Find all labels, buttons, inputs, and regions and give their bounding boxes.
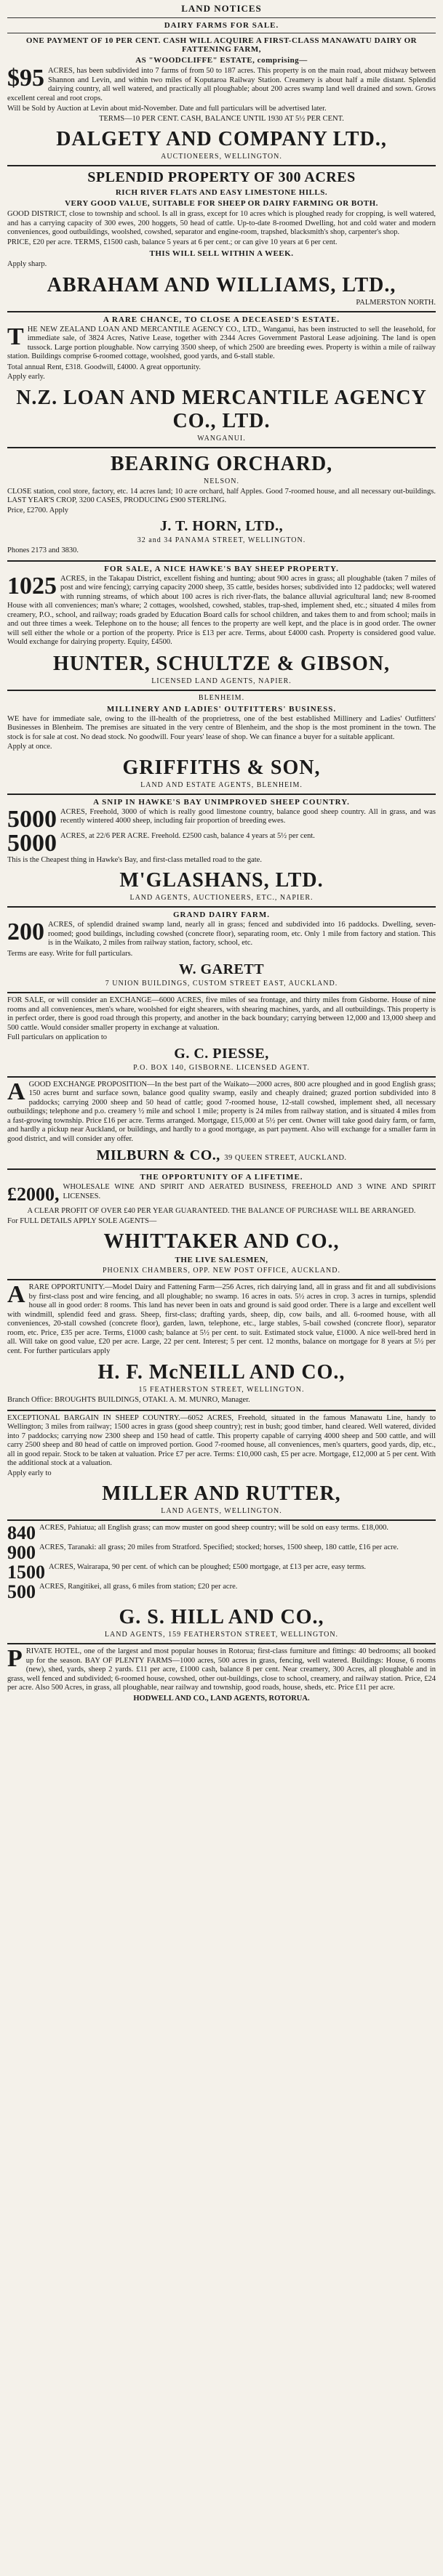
agent-sub: 7 UNION BUILDINGS, CUSTOM STREET EAST, AUCKLAND. (105, 980, 338, 988)
ad-body-text: ACRES, of splendid drained swamp land, nearly all in grass; fenced and subdivided into 16 paddocks. Dwelling, seven-roomed; good buildings, including cowshed (concrete floor), separating room, etc. Only 1 mile from factory and station. This is in the Waikato, 2 miles from railway station, factory, school, etc. (48, 921, 436, 947)
ad-grand-dairy-farm (7, 911, 436, 988)
ad-place: NELSON. (204, 477, 239, 485)
section-heading: GRAND DAIRY FARM. (172, 911, 270, 919)
ad-millinery-business (7, 694, 436, 789)
agent-sub: THE LIVE SALESMEN, (175, 1256, 268, 1264)
agent-sub: LAND AND ESTATE AGENTS, BLENHEIM. (140, 780, 303, 789)
divider (7, 906, 436, 908)
listing-amount: 900 (7, 1542, 36, 1563)
ad-profit: A CLEAR PROFIT OF OVER £40 PER YEAR GUARANTEED. THE BALANCE OF PURCHASE WILL BE ARRANGED. (27, 1207, 416, 1215)
ad-exceptional-bargain (7, 1414, 436, 1516)
ad-hawkes-bay-sheep (7, 565, 436, 685)
agent-name: G. C. PIESSE, (174, 1045, 269, 1062)
ad-apply: Apply at once. (7, 743, 52, 751)
agent-sub: WANGANUI. (197, 434, 246, 443)
ad-waikato-exchange (7, 1078, 436, 1165)
ad-body-text: ACRES, has been subdivided into 7 farms of from 50 to 187 acres. This property is on the main road, about midway between Shannon and Levin, and within two miles of Koputaroa Railway Station. Creamery is about half a mile distant. Splendid dairying country, all well watered, and practically all ploughable; about 200 acres swamp land well drained and sown. Grows excellent cereal and root crops. (7, 67, 436, 102)
agent-name: G. S. HILL AND CO., (119, 1606, 324, 1628)
listing-row (7, 1562, 436, 1583)
divider (7, 17, 436, 18)
ad-auction: Will be Sold by Auction at Levin about mid-November. Date and full particulars will be advertised later. (7, 105, 327, 113)
ad-price: Price, £2700. Apply (7, 506, 68, 514)
ad-amount: £2000, (7, 1184, 60, 1205)
divider (7, 1076, 436, 1078)
drop-cap: P (7, 1645, 23, 1672)
ad-amount: 1025 (7, 572, 57, 599)
ad-body (7, 67, 436, 103)
divider (7, 794, 436, 795)
ad-body-text: HE NEW ZEALAND LOAN AND MERCANTILE AGENCY CO., LTD., Wanganui, has been instructed to sell the leasehold, for immediate sale, of 3824 Acres, Native Lease, together with 2344 Acres Government Pastoral Lease adjoining. The land is open tussock. Large portion ploughable. Now carrying 3500 sheep, of which 2500 are breeding ewes. Property is within a mile of railway station. Buildings comprise 6-roomed cottage, woolshed, good yards, and 6-stall stable. (7, 325, 436, 360)
ad-sell-note: THIS WILL SELL WITHIN A WEEK. (149, 249, 294, 258)
drop-cap: A (7, 1078, 25, 1105)
agent-name: ABRAHAM AND WILLIAMS, LTD., (47, 273, 396, 296)
agent-name: M'GLASHANS, LTD. (119, 869, 324, 892)
ad-body (7, 1283, 436, 1356)
ad-body: FOR SALE, or will consider an EXCHANGE—6000 ACRES, five miles of sea frontage, and thirty miles from Gisborne. House of nine rooms and all conveniences, men's whare, woolshed for eight shearers, with shearing machines, yards, and all outbuildings. This property is in perfect order, there is good road through this property, and another in the back boundary; carrying between 12,000 and 13,000 sheep and 500 cattle. Would consider smaller property in exchange at valuation. (7, 996, 436, 1032)
ad-note: This is the Cheapest thing in Hawke's Bay, and first-class metalled road to the gate. (7, 855, 262, 864)
ad-body-text: RARE OPPORTUNITY.—Model Dairy and Fattening Farm—256 Acres, rich dairying land, all in grass and fit and all subdivisions by first-class post and wire fencing, and all ploughable; no swamp. 16 acres in oats. 5½ acres in crop. 3 acres in turnips, splendid house all in good order: 8 rooms. This land has never been in oats and ground is said good order. There is a large and excellent well with windmill, splendid feed and grass. Sheep, first-class; drafting yards, sheep, dip, cow bails, and all. 6-roomed house, with all conveniences, 20-stall cowshed (concrete floor), garden, lawn, telephone, etc., large stables, 5-bail cowshed (concrete floor), separator room, etc. Price, £35 per acre. Terms, £1000 cash; balance at 5½ per cent. to suit. Estimated stock value, £1000. A nice well-bred herd in all. Will take on good value, £20 per acre. Large, 22 per cent. Interest; 5 per cent. 12 months, balance on mortgage for 8 years at 5½ per cent. For further particulars apply (7, 1283, 436, 1355)
ad-price: PRICE, £20 per acre. TERMS, £1500 cash, balance 5 years at 6 per cent.; or can give 10 years at 6 per cent. (7, 238, 338, 246)
section-heading: MILLINERY AND LADIES' OUTFITTERS' BUSINESS. (106, 704, 337, 714)
ad-body-text: RIVATE HOTEL, one of the largest and most popular houses in Rotorua; first-class furniture and fittings: 40 bedrooms; all booked up for the season. BAY OF PLENTY FARMS—1000 acres, 500 acres in grass, fencing, well watered. Buildings: House, 6 rooms (new), shed, yards, sheep 2 yards. £11 per acre, £1000 cash, balance 8 per cent. Near creamery, 300 Acres, all ploughable and in grass, well fenced and subdivided; 6-roomed house, cowshed, other out-buildings, close to school, creamery, and railway station. Price, £24 per acre. Also 500 Acres, in grass, all ploughable, near railway and township, good roads, house, sheds, etc. Price £11 per acre. (7, 1647, 436, 1692)
agent-sub: PALMERSTON NORTH. (356, 298, 436, 307)
listing-row (7, 1542, 436, 1563)
ad-body-text: ACRES, in the Takapau District, excellent fishing and hunting; about 900 acres in grass; all ploughable (taken 7 miles of post and wire fencing); carrying capacity 2000 sheep, 35 cattle, besides horses; subdivided into 12 paddocks; well watered with running streams, of which about 100 acres is rich river-flats, the balance alluvial agricultural land; new 8-roomed House with all conveniences; man's whare; 2 cottages, woolshed, cowshed, stables, trap-shed, implement shed, etc.; situated 4 miles from creamery, P.O., school, and railway; roads graded by Education Board calls for school children, and takes them to and from school; mails in and out three times a week. Telephone on to the house; all fences to the property are well kept, and the place is in good order. The owner will sell either the whole or a portion of the property. Price is £13 per acre. Terms, about £4000 cash. Property is considered good value. Would exchange for dairying property. Equity, £4500. (7, 574, 436, 646)
ad-body (7, 323, 436, 362)
divider (7, 1279, 436, 1280)
agent-address: 32 and 34 PANAMA STREET, WELLINGTON. (137, 536, 306, 544)
divider (7, 311, 436, 312)
divider (7, 690, 436, 691)
ad-apply: Full particulars on application to (7, 1033, 108, 1041)
listing-amount: 500 (7, 1581, 36, 1602)
listing-amount: 840 (7, 1522, 36, 1543)
ad-body (7, 1647, 436, 1693)
ad-estate (7, 56, 436, 65)
ad-body: WE have for immediate sale, owing to the ill-health of the proprietress, one of the best established Millinery and Ladies' Outfitters' Businesses in Blenheim. The premises are situated in the very centre of Blenheim, and the shop is the most prominent in the town. The stock is for sale at cost. No dead stock. No goodwill. Four years' lease of shop. We can finance a buyer for a suitable applicant. (7, 714, 436, 741)
agent-sub: AUCTIONEERS, WELLINGTON. (161, 153, 282, 161)
section-heading: THE OPPORTUNITY OF A LIFETIME. (140, 1173, 303, 1182)
agent-name: HODWELL AND CO., LAND AGENTS, ROTORUA. (133, 1694, 310, 1703)
agent-name: MILLER AND RUTTER, (102, 1482, 341, 1505)
ad-amount: $95 (7, 65, 44, 92)
agent-branch: Branch Office: BROUGHTS BUILDINGS, OTAKI. A. M. MUNRO, Manager. (7, 1396, 250, 1404)
drop-cap: A (7, 1281, 25, 1308)
ad-tagline: VERY GOOD VALUE, SUITABLE FOR SHEEP OR DAIRY FARMING OR BOTH. (65, 199, 378, 208)
ad-hill-listings (7, 1524, 436, 1639)
ad-body (7, 918, 436, 948)
agent-sub: 39 QUEEN STREET, AUCKLAND. (224, 1154, 347, 1162)
section-heading: DAIRY FARMS FOR SALE. (164, 21, 279, 30)
listing-row (7, 1522, 436, 1543)
divider (7, 1643, 436, 1644)
agent-name: H. F. McNEILL AND CO., (97, 1361, 346, 1384)
ad-title: BEARING ORCHARD, (110, 452, 333, 475)
ad-apply: For FULL DETAILS APPLY SOLE AGENTS— (7, 1216, 157, 1225)
listing-text: ACRES, Wairarapa, 90 per cent. of which can be ploughed; £500 mortgage, at £13 per acre, easy terms. (49, 1563, 367, 1571)
divider (7, 1519, 436, 1521)
agent-name: DALGETY AND COMPANY LTD., (56, 128, 387, 150)
divider (7, 165, 436, 166)
divider (7, 560, 436, 562)
ad-apply: Apply early to (7, 1469, 52, 1477)
agent-name (7, 1147, 436, 1164)
ad-body-text: WHOLESALE WINE AND SPIRIT AND AERATED BUSINESS, FREEHOLD AND 3 WINE AND SPIRIT LICENSES. (63, 1183, 436, 1200)
divider (7, 1168, 436, 1170)
agent-sub: 15 FEATHERSTON STREET, WELLINGTON. (138, 1386, 305, 1394)
section-heading: A SNIP IN HAWKE'S BAY UNIMPROVED SHEEP COUNTRY. (93, 797, 350, 807)
ad-headline: ONE PAYMENT OF 10 PER CENT. CASH WILL ACQUIRE A FIRST-CLASS MANAWATU DAIRY OR FATTENING FARM, (25, 36, 418, 54)
ad-deceased-estate (7, 315, 436, 443)
listing-text: ACRES, Taranaki: all grass; 20 miles from Stratford. Specified; stocked; horses, 1500 sheep, 180 cattle, £16 per acre. (39, 1543, 399, 1551)
ad-terms: Terms are easy. Write for full particulars. (7, 949, 133, 958)
listing-row (7, 1581, 436, 1602)
ad-place: BLENHEIM. (198, 693, 245, 702)
agent-sub: LAND AGENTS, WELLINGTON. (161, 1507, 282, 1515)
agent-name: J. T. HORN, LTD., (159, 518, 284, 534)
agent-address: PHOENIX CHAMBERS, OPP. NEW POST OFFICE, AUCKLAND. (102, 1267, 340, 1275)
ad-apply: Apply sharp. (7, 260, 47, 268)
ad-as: AS (135, 56, 147, 65)
ad-wine-business (7, 1173, 436, 1275)
ad-gisborne-exchange (7, 996, 436, 1072)
ad-apply: Apply early. (7, 373, 45, 381)
ad-dairy-farms (7, 21, 436, 161)
agent-name: HUNTER, SCHULTZE & GIBSON, (53, 652, 390, 675)
ad-amount: 200 (7, 918, 44, 945)
ad-title: SPLENDID PROPERTY OF 300 ACRES (87, 169, 356, 185)
divider (7, 447, 436, 448)
agent-sub: LICENSED LAND AGENTS, NAPIER. (151, 677, 292, 685)
ad-price-text: ACRES, at 22/6 PER ACRE. Freehold. £2500 cash, balance 4 years at 5½ per cent. (60, 831, 315, 840)
ad-estate-name: "WOODCLIFFE" ESTATE, comprising— (148, 56, 308, 65)
ad-price (7, 829, 436, 857)
ad-body (7, 1183, 436, 1205)
ad-body-text: ACRES, Freehold, 3000 of which is really good limestone country, balance good sheep country. All in grass, and was recently wintered 4000 sheep, including fair proportion of breeding ewes. (60, 807, 436, 825)
ad-body (7, 805, 436, 833)
agent-sub: P.O. BOX 140, GISBORNE. LICENSED AGENT. (133, 1063, 310, 1072)
ad-subtitle: RICH RIVER FLATS AND EASY LIMESTONE HILLS. (115, 188, 328, 197)
divider (7, 992, 436, 993)
ad-body: GOOD DISTRICT, close to township and school. Is all in grass, except for 10 acres which is ploughed ready for cropping, is well watered, and has a carrying capacity of 300 ewes, 200 hoggets, 50 head of cattle. Up-to-date 8-roomed Dwelling, hot and cold water and modern conveniences, good outbuildings, woolshed, cowshed, separator and engine-room, trapshed, blacksmith's shop, carpenter's shop. (7, 210, 436, 236)
agent-sub: LAND AGENTS, 159 FEATHERSTON STREET, WELLINGTON. (104, 1631, 339, 1639)
ad-body (7, 572, 436, 647)
ad-bearing-orchard (7, 453, 436, 556)
agent-name: N.Z. LOAN AND MERCANTILE AGENCY CO., LTD. (16, 386, 427, 432)
ad-body: EXCEPTIONAL BARGAIN IN SHEEP COUNTRY.—6052 ACRES, Freehold, situated in the famous Manawatu Line, handy to Wellington; 3 miles from railway; 1500 acres in grass (good sheep country); rest in bush; good timber, hand cleared. Well watered, divided into 7 paddocks; carrying now 2300 sheep and 150 head of cattle. This property capable of carrying 4000 sheep and 500 cattle, and will carry 2500 sheep and 80 head of cattle on improved portion. Good 7-roomed house, all conveniences, men's quarters, good yards, dip, etc., all in good repair. Stock to be taken at valuation. Price £7 per acre. Terms: £10,000 cash, £5 per acre. Mortgage, £12,000 at 5 per cent. With the additional stock at a valuation. (7, 1413, 436, 1467)
listing-amount: 1500 (7, 1562, 45, 1583)
listing-text: ACRES, Rangitikei, all grass, 6 miles from station; £20 per acre. (39, 1583, 238, 1591)
ad-body (7, 1078, 436, 1144)
drop-cap: T (7, 323, 24, 350)
ad-rent: Total annual Rent, £318. Goodwill, £4000. A great opportunity. (7, 363, 201, 371)
ad-private-hotel (7, 1647, 436, 1703)
agent-phones: Phones 2173 and 3830. (7, 546, 79, 554)
listing-text: ACRES, Pahiatua; all English grass; can mow muster on good sheep country; will be sold on easy terms. £18,000. (39, 1524, 389, 1532)
ad-splendid-property (7, 169, 436, 307)
agent-sub: LAND AGENTS, AUCTIONEERS, ETC., NAPIER. (129, 894, 314, 902)
masthead: LAND NOTICES (181, 3, 262, 14)
section-heading: A RARE CHANCE, TO CLOSE A DECEASED'S ESTATE. (103, 315, 340, 324)
agent-name: GRIFFITHS & SON, (122, 756, 321, 779)
ad-body-text: GOOD EXCHANGE PROPOSITION—In the best part of the Waikato—2000 acres, 800 acre ploughed and in good English grass; 150 acres burnt and surface sown, balance good quality swamp, easily and cheaply drained; grazed portion subdivided into 8 paddocks; carrying 2000 sheep and 50 head of cattle; good 7-roomed house, 12-stall cowshed, implement shed, all necessary outbuildings; telephone and p.o. creamery ½ mile and school 1 mile; property is 24 miles from railway station, and is situated 4 miles from a fast-growing township. Price £16 per acre. Terms arranged. Mortgage, £15,000 at 5½ per cent. Owner will take good dairy farm, or farm, and hardly a pickup near Auckland, or buildings, and hardly to a good mortgage, as part payment. Also will exchange for a smaller farm in good district, and will consider any offer. (7, 1080, 436, 1143)
ad-body: CLOSE station, cool store, factory, etc. 14 acres land; 10 acre orchard, half Apples. Good 7-roomed house, and all necessary out-buildings. LAST YEAR'S CROP, 3200 CASES, PRODUCING £900 STERLING. (7, 487, 436, 504)
agent-name: W. GARETT (178, 961, 265, 977)
section-heading: FOR SALE, A NICE HAWKE'S BAY SHEEP PROPERTY. (104, 564, 339, 573)
divider (7, 1410, 436, 1411)
agent-name-text: MILBURN & CO., (96, 1147, 220, 1163)
ad-amount: 5000 (7, 805, 57, 833)
ad-model-dairy-farm (7, 1283, 436, 1405)
ad-snip-hawkes-bay (7, 798, 436, 903)
agent-name: WHITTAKER AND CO., (103, 1230, 340, 1253)
ad-terms: TERMS—10 PER CENT. CASH, BALANCE UNTIL 1930 AT 5½ PER CENT. (99, 114, 344, 123)
ad-price-amount: 5000 (7, 829, 57, 857)
